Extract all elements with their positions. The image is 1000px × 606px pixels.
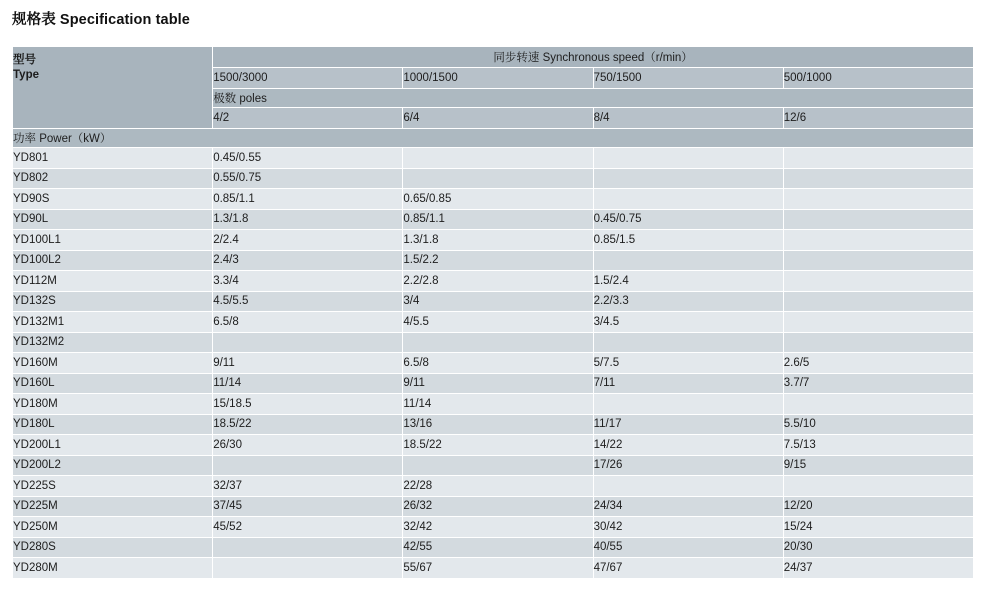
- cell-power-2: 26/32: [403, 496, 593, 517]
- cell-power-4: [783, 230, 973, 251]
- cell-type: YD132M1: [13, 312, 213, 333]
- table-row: [13, 353, 974, 374]
- header-poles-col-3: 8/4: [593, 108, 783, 129]
- table-header: [13, 47, 974, 148]
- cell-power-3: 40/55: [593, 537, 783, 558]
- cell-power-2: 11/14: [403, 394, 593, 415]
- table-row: [13, 558, 974, 579]
- specification-table: [12, 46, 974, 579]
- cell-power-4: 20/30: [783, 537, 973, 558]
- header-row-speed: [13, 47, 974, 68]
- cell-power-3: [593, 394, 783, 415]
- cell-power-3: [593, 332, 783, 353]
- cell-power-2: 55/67: [403, 558, 593, 579]
- cell-power-2: [403, 168, 593, 189]
- cell-power-1: 6.5/8: [213, 312, 403, 333]
- cell-power-3: [593, 189, 783, 210]
- cell-power-3: 2.2/3.3: [593, 291, 783, 312]
- cell-power-3: 0.45/0.75: [593, 209, 783, 230]
- cell-power-2: 9/11: [403, 373, 593, 394]
- cell-type: YD225M: [13, 496, 213, 517]
- header-type-label-en: Type: [13, 69, 39, 81]
- cell-power-1: 11/14: [213, 373, 403, 394]
- header-type-label-cn: 型号: [13, 54, 36, 66]
- cell-power-4: [783, 332, 973, 353]
- cell-type: YD802: [13, 168, 213, 189]
- table-row: [13, 517, 974, 538]
- cell-power-1: 4.5/5.5: [213, 291, 403, 312]
- cell-power-4: 5.5/10: [783, 414, 973, 435]
- cell-power-3: 7/11: [593, 373, 783, 394]
- header-power: 功率 Power（kW）: [13, 129, 974, 148]
- page-title: 规格表 Specification table: [12, 12, 190, 28]
- cell-power-1: 1.3/1.8: [213, 209, 403, 230]
- table-body: [13, 148, 974, 579]
- table-row: [13, 435, 974, 456]
- cell-power-2: 0.85/1.1: [403, 209, 593, 230]
- header-speed-col-4: 500/1000: [783, 68, 973, 89]
- table-row: [13, 476, 974, 497]
- header-synchronous-speed: 同步转速 Synchronous speed（r/min）: [213, 47, 974, 68]
- cell-power-4: [783, 250, 973, 271]
- header-speed-col-3: 750/1500: [593, 68, 783, 89]
- cell-power-4: 2.6/5: [783, 353, 973, 374]
- cell-power-1: 3.3/4: [213, 271, 403, 292]
- cell-power-3: 24/34: [593, 496, 783, 517]
- cell-power-4: [783, 148, 973, 169]
- cell-power-4: [783, 209, 973, 230]
- cell-power-4: 7.5/13: [783, 435, 973, 456]
- cell-power-2: 18.5/22: [403, 435, 593, 456]
- cell-power-4: [783, 168, 973, 189]
- table-row: [13, 394, 974, 415]
- cell-power-3: 3/4.5: [593, 312, 783, 333]
- cell-power-3: [593, 476, 783, 497]
- table-row: [13, 455, 974, 476]
- header-speed-col-1: 1500/3000: [213, 68, 403, 89]
- cell-type: YD112M: [13, 271, 213, 292]
- cell-power-1: [213, 537, 403, 558]
- table-row: [13, 230, 974, 251]
- cell-power-4: [783, 476, 973, 497]
- cell-power-2: 6.5/8: [403, 353, 593, 374]
- cell-type: YD280M: [13, 558, 213, 579]
- cell-type: YD90S: [13, 189, 213, 210]
- cell-power-1: 45/52: [213, 517, 403, 538]
- table-row: [13, 414, 974, 435]
- cell-type: YD801: [13, 148, 213, 169]
- cell-type: YD180L: [13, 414, 213, 435]
- cell-power-2: 3/4: [403, 291, 593, 312]
- table-row: [13, 373, 974, 394]
- cell-power-1: 18.5/22: [213, 414, 403, 435]
- cell-type: YD100L2: [13, 250, 213, 271]
- cell-type: YD280S: [13, 537, 213, 558]
- cell-power-4: [783, 394, 973, 415]
- table-row: [13, 189, 974, 210]
- cell-power-1: 9/11: [213, 353, 403, 374]
- cell-power-4: 15/24: [783, 517, 973, 538]
- cell-power-2: [403, 332, 593, 353]
- cell-power-3: [593, 148, 783, 169]
- cell-type: YD132S: [13, 291, 213, 312]
- cell-power-3: [593, 250, 783, 271]
- cell-power-3: 1.5/2.4: [593, 271, 783, 292]
- cell-power-4: [783, 291, 973, 312]
- table-row: [13, 250, 974, 271]
- table-row: [13, 209, 974, 230]
- cell-power-3: [593, 168, 783, 189]
- cell-power-3: 11/17: [593, 414, 783, 435]
- table-row: [13, 332, 974, 353]
- cell-type: YD225S: [13, 476, 213, 497]
- cell-power-2: 4/5.5: [403, 312, 593, 333]
- cell-power-3: 14/22: [593, 435, 783, 456]
- cell-power-3: 5/7.5: [593, 353, 783, 374]
- cell-type: YD90L: [13, 209, 213, 230]
- table-row: [13, 291, 974, 312]
- cell-power-2: 13/16: [403, 414, 593, 435]
- cell-power-2: 42/55: [403, 537, 593, 558]
- cell-power-1: 37/45: [213, 496, 403, 517]
- cell-power-4: [783, 312, 973, 333]
- cell-power-1: 26/30: [213, 435, 403, 456]
- table-row: [13, 148, 974, 169]
- table-row: [13, 496, 974, 517]
- cell-type: YD180M: [13, 394, 213, 415]
- cell-power-4: [783, 189, 973, 210]
- cell-power-4: 24/37: [783, 558, 973, 579]
- table-row: [13, 271, 974, 292]
- cell-power-1: [213, 558, 403, 579]
- table-row: [13, 168, 974, 189]
- cell-power-1: 0.45/0.55: [213, 148, 403, 169]
- cell-power-4: 9/15: [783, 455, 973, 476]
- header-type-cell: [13, 47, 213, 129]
- header-poles-col-2: 6/4: [403, 108, 593, 129]
- cell-type: YD250M: [13, 517, 213, 538]
- cell-type: YD132M2: [13, 332, 213, 353]
- cell-power-1: 0.85/1.1: [213, 189, 403, 210]
- cell-power-1: 0.55/0.75: [213, 168, 403, 189]
- table-row: [13, 537, 974, 558]
- cell-power-1: 32/37: [213, 476, 403, 497]
- cell-power-2: 1.5/2.2: [403, 250, 593, 271]
- cell-power-3: 17/26: [593, 455, 783, 476]
- header-row-power: [13, 129, 974, 148]
- cell-power-2: [403, 148, 593, 169]
- cell-type: YD100L1: [13, 230, 213, 251]
- header-poles-col-1: 4/2: [213, 108, 403, 129]
- cell-power-3: 30/42: [593, 517, 783, 538]
- cell-power-2: 2.2/2.8: [403, 271, 593, 292]
- cell-power-2: 22/28: [403, 476, 593, 497]
- cell-power-2: [403, 455, 593, 476]
- cell-type: YD200L1: [13, 435, 213, 456]
- cell-power-4: 3.7/7: [783, 373, 973, 394]
- header-poles-col-4: 12/6: [783, 108, 973, 129]
- cell-power-4: [783, 271, 973, 292]
- cell-power-1: [213, 455, 403, 476]
- cell-power-2: 32/42: [403, 517, 593, 538]
- cell-type: YD160L: [13, 373, 213, 394]
- table-row: [13, 312, 974, 333]
- cell-power-3: 47/67: [593, 558, 783, 579]
- cell-type: YD200L2: [13, 455, 213, 476]
- header-poles: 极数 poles: [213, 89, 974, 108]
- header-speed-col-2: 1000/1500: [403, 68, 593, 89]
- cell-power-3: 0.85/1.5: [593, 230, 783, 251]
- cell-power-2: 1.3/1.8: [403, 230, 593, 251]
- cell-type: YD160M: [13, 353, 213, 374]
- cell-power-2: 0.65/0.85: [403, 189, 593, 210]
- cell-power-1: 2.4/3: [213, 250, 403, 271]
- cell-power-1: 2/2.4: [213, 230, 403, 251]
- cell-power-1: 15/18.5: [213, 394, 403, 415]
- cell-power-1: [213, 332, 403, 353]
- cell-power-4: 12/20: [783, 496, 973, 517]
